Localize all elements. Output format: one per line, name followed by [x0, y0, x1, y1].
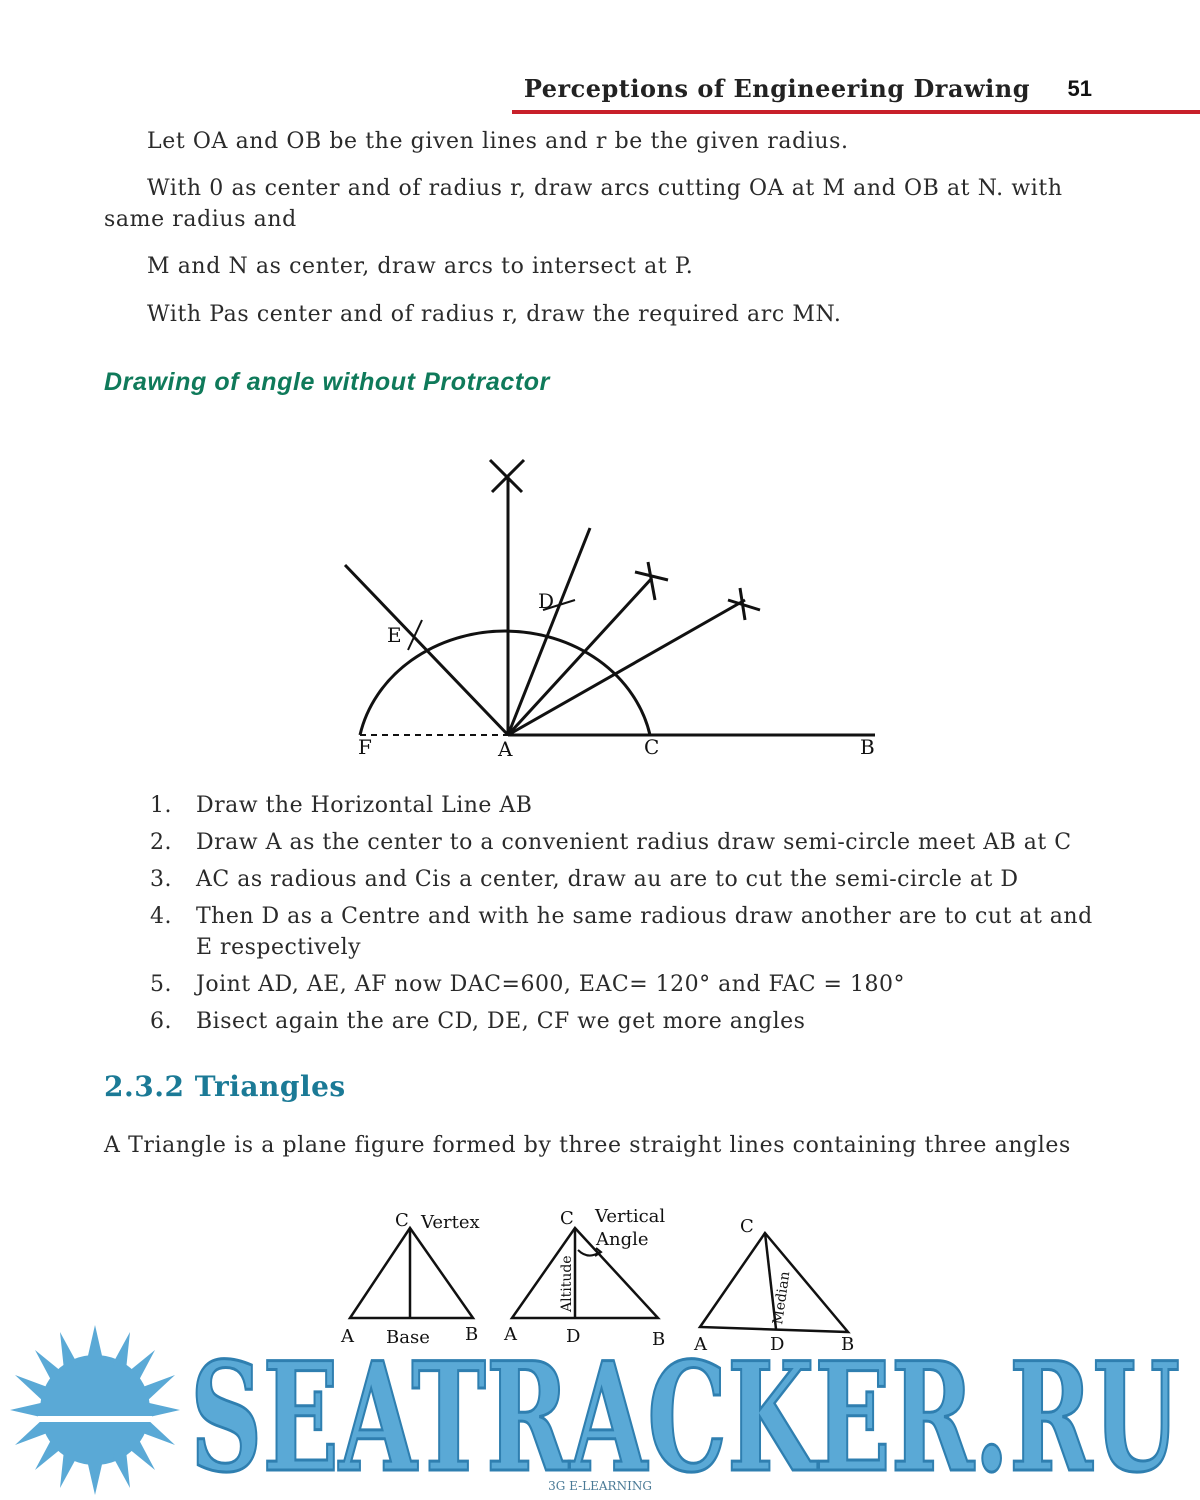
- label-a: A: [694, 1334, 707, 1355]
- triangle-outline: [350, 1228, 473, 1318]
- label-d: D: [770, 1334, 785, 1355]
- label-c: C: [560, 1208, 574, 1229]
- label-vertex: Vertex: [421, 1212, 480, 1233]
- label-b: B: [841, 1334, 855, 1355]
- label-a: A: [341, 1326, 354, 1347]
- angle-section-heading: Drawing of angle without Protractor: [104, 368, 551, 396]
- triangles-heading: 2.3.2 Triangles: [104, 1070, 346, 1103]
- label-c: C: [740, 1216, 754, 1237]
- label-e: E: [387, 623, 402, 647]
- label-angle: Angle: [596, 1229, 649, 1250]
- arrow-tick-2: [728, 588, 760, 620]
- list-item: 6. Bisect again the are CD, DE, CF we get more angles: [150, 1009, 806, 1034]
- label-c: C: [395, 1210, 409, 1231]
- label-a: A: [498, 737, 513, 761]
- label-b: B: [860, 735, 875, 759]
- page-number: 51: [1067, 76, 1092, 101]
- angle-steps-list: [150, 790, 1100, 1043]
- intro-paragraph-4: With Pas center and of radius r, draw the required arc MN.: [147, 302, 842, 327]
- list-item: 5. Joint AD, AE, AF now DAC=600, EAC= 120° and FAC = 180°: [150, 972, 905, 997]
- arrow-tick-1: [635, 562, 668, 600]
- intro-paragraph-1: Let OA and OB be the given lines and r be the given radius.: [147, 129, 849, 154]
- label-altitude: Altitude: [559, 1255, 575, 1312]
- intro-paragraph-3: M and N as center, draw arcs to intersect at P.: [147, 254, 694, 279]
- ray-30-bisect: [508, 600, 745, 735]
- label-a: A: [504, 1324, 517, 1345]
- label-b: B: [465, 1324, 479, 1345]
- label-f: F: [358, 735, 372, 759]
- label-median: Median: [770, 1270, 794, 1326]
- triangles-intro: A Triangle is a plane figure formed by three straight lines containing three angles: [104, 1133, 1071, 1158]
- list-item: 3. AC as radious and Cis a center, draw au are to cut the semi-circle at D: [150, 867, 1019, 892]
- watermark: [0, 1320, 1200, 1500]
- watermark-logo-caption: 3G E-LEARNING: [548, 1479, 652, 1493]
- list-item: 4. Then D as a Centre and with he same radious draw another are to cut at and E respectively: [150, 904, 1093, 960]
- semicircle-arc: [360, 631, 650, 735]
- label-d: D: [538, 589, 555, 613]
- intro-paragraph-2: With 0 as center and of radius r, draw arcs cutting OA at M and OB at N. with same radius and: [104, 176, 1063, 232]
- sun-logo-icon: [10, 1325, 180, 1495]
- label-base: Base: [386, 1327, 430, 1348]
- label-vertical: Vertical: [595, 1206, 666, 1227]
- watermark-text: SEATRACKER.RU: [190, 1330, 1180, 1500]
- label-d: D: [566, 1326, 581, 1347]
- list-item: 2. Draw A as the center to a convenient radius draw semi-circle meet AB at C: [150, 830, 1072, 855]
- ray-60-bisect: [508, 578, 652, 735]
- running-header-title: Perceptions of Engineering Drawing: [523, 74, 1030, 103]
- angle-construction-figure: [330, 450, 890, 770]
- label-b: B: [652, 1329, 666, 1350]
- list-item: 1. Draw the Horizontal Line AB: [150, 793, 533, 818]
- running-header: [512, 68, 1200, 114]
- label-c: C: [644, 735, 660, 759]
